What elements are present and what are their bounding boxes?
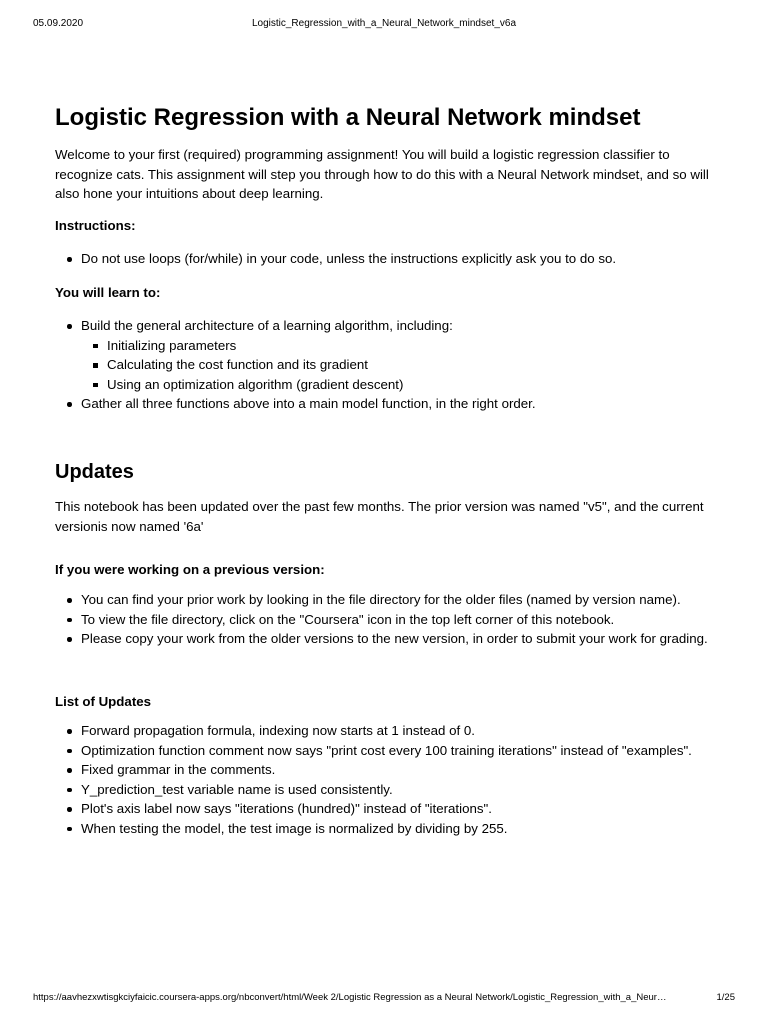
updates-heading: Updates (55, 461, 134, 483)
list-item: Fixed grammar in the comments. (55, 760, 720, 780)
list-item: Do not use loops (for/while) in your code, unless the instructions explicitly ask you to do so. (55, 249, 720, 269)
list-item: Gather all three functions above into a main model function, in the right order. (55, 394, 720, 414)
page-number: 1/25 (716, 992, 735, 1003)
updates-intro: This notebook has been updated over the past few months. The prior version was named "v5", and the current versionis now named '6a' (55, 499, 704, 534)
print-url: https://aavhezxwtisgkciyfaicic.coursera-apps.org/nbconvert/html/Week 2/Logistic Regression as a Neural Network/Logistic_Regression_with_a_Neur… (33, 992, 667, 1003)
list-item: Please copy your work from the older versions to the new version, in order to submit your work for grading. (55, 629, 720, 649)
print-title: Logistic_Regression_with_a_Neural_Network_mindset_v6a (251, 18, 517, 29)
sub-list-item: Calculating the cost function and its gradient (81, 355, 720, 375)
sub-list-item: Using an optimization algorithm (gradient descent) (81, 375, 720, 395)
learn-list (55, 316, 720, 414)
intro-paragraph: Welcome to your first (required) programming assignment! You will build a logistic regression classifier to recognize cats. This assignment will step you through how to do this with a Neural Network mindset, and so will also hone your intuitions about deep learning. (55, 147, 709, 201)
instructions-list (55, 249, 720, 269)
list-item: Plot's axis label now says "iterations (hundred)" instead of "iterations". (55, 799, 720, 819)
list-item: When testing the model, the test image is normalized by dividing by 255. (55, 819, 720, 839)
print-date: 05.09.2020 (33, 18, 84, 29)
list-item: You can find your prior work by looking in the file directory for the older files (named by version name). (55, 590, 720, 610)
sub-list-item: Initializing parameters (81, 336, 720, 356)
list-item (55, 316, 720, 394)
previous-version-list (55, 590, 720, 649)
list-item: Y_prediction_test variable name is used consistently. (55, 780, 720, 800)
print-header (0, 17, 768, 31)
instructions-heading: Instructions: (55, 218, 136, 233)
list-of-updates-heading: List of Updates (55, 694, 152, 709)
updates-list (55, 721, 720, 838)
page-title: Logistic Regression with a Neural Network mindset (55, 104, 641, 131)
learn-heading: You will learn to: (55, 285, 161, 300)
list-item: Optimization function comment now says "print cost every 100 training iterations" instead of "examples". (55, 741, 720, 761)
learn-sublist (81, 336, 720, 395)
print-footer (0, 991, 768, 1005)
previous-version-heading: If you were working on a previous version: (55, 562, 325, 577)
list-item: To view the file directory, click on the "Coursera" icon in the top left corner of this notebook. (55, 610, 720, 630)
list-item: Forward propagation formula, indexing now starts at 1 instead of 0. (55, 721, 720, 741)
list-item-text: Build the general architecture of a learning algorithm, including: (81, 318, 453, 333)
